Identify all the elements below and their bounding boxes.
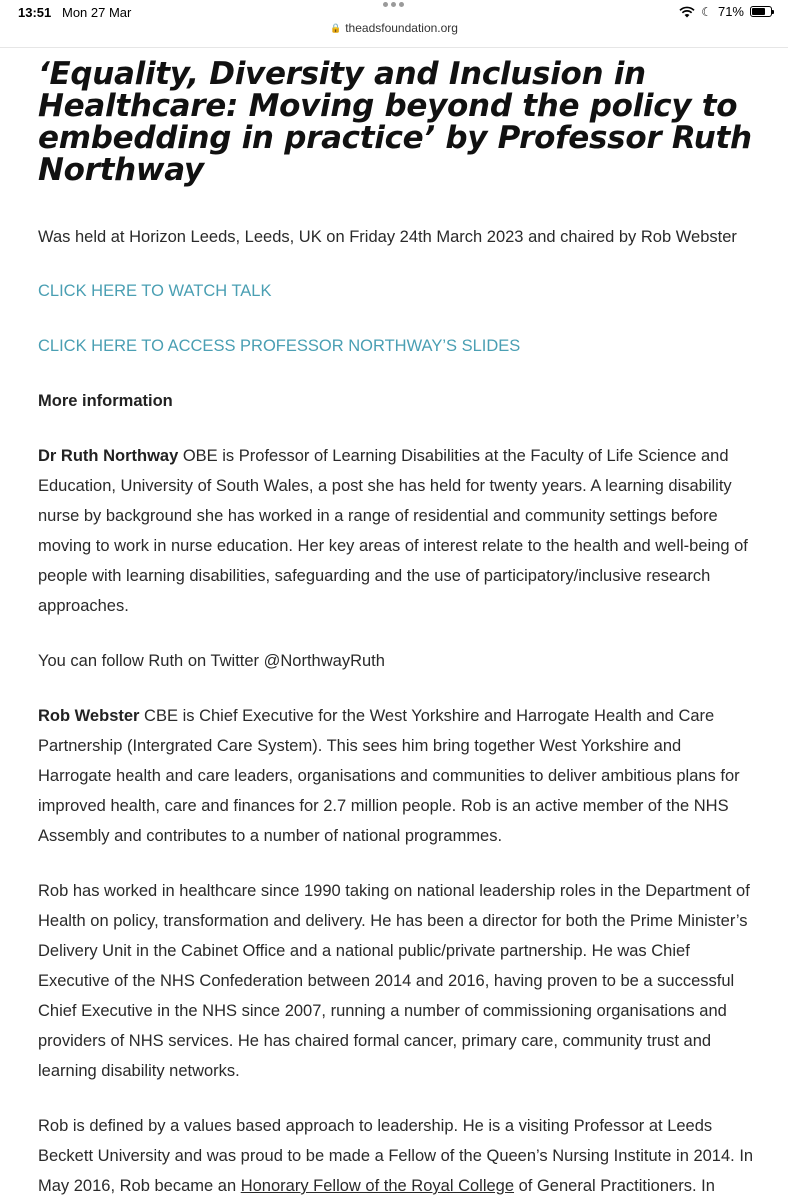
status-indicators [679,4,772,19]
webster-career: Rob has worked in healthcare since 1990 taking on national leadership roles in the Department of Health on policy, transformation and delivery. He has been a director for both the Prime Minister’s Delivery Unit in the Cabinet Office and a national public/private partnership. He was Chief Executive of the NHS Confederation between 2014 and 2016, having proven to be a successful Chief Executive in the NHS since 2007, running a number of commissioning organisations and providers of NHS services. He has chaired formal cancer, primary care, community trust and learning disability networks. [38,882,750,1080]
status-bar [0,0,788,35]
status-date: Mon 27 Mar [62,5,132,20]
battery-percent: 71% [717,4,744,19]
webster-values [38,1111,758,1201]
more-information-heading: More information [38,392,173,410]
webster-bio-text: CBE is Chief Executive for the West Yorkshire and Harrogate Health and Care Partnership (Intergrated Care System). This sees him bring together West Yorkshire and Harrogate health and care leaders, organisations and communities to deliver ambitious plans for improved health, care and finances for 2.7 million people. Rob is an active member of the NHS Assembly and contributes to a number of national programmes. [38,707,740,845]
webster-bio [38,701,758,851]
event-details: Was held at Horizon Leeds, Leeds, UK on Friday 24th March 2023 and chaired by Rob Webster [38,228,737,246]
chrome-divider [0,47,788,48]
status-time: 13:51 [18,5,52,20]
page-title: ‘Equality, Diversity and Inclusion in Healthcare: Moving beyond the policy to embedding in practice’ by Professor Ruth Northway [38,56,752,188]
url-text: theadsfoundation.org [345,21,458,35]
webster-values-end: of General Practitioners. In [514,1177,715,1195]
northway-bio-text: OBE is Professor of Learning Disabilities at the Faculty of Life Science and Education, University of South Wales, a post she has held for twenty years. A learning disability nurse by background she has worked in a range of residential and community settings before moving to work in nurse education. Her key areas of interest relate to the health and well-being of people with learning disabilities, safeguarding and the use of participatory/inclusive research approaches. [38,447,748,615]
rcgp-fellow-link[interactable]: Honorary Fellow of the Royal College [240,1177,515,1195]
lock-icon: 🔒 [330,23,342,33]
battery-fill [752,8,765,15]
slides-link[interactable]: CLICK HERE TO ACCESS PROFESSOR NORTHWAY’S SLIDES [38,337,521,355]
northway-bio [38,441,758,621]
wifi-icon [679,6,695,18]
multitasking-dots-icon[interactable] [383,2,404,7]
battery-icon [750,6,772,17]
moon-icon: ☾ [701,4,712,19]
article-content [38,58,758,1201]
webster-values-start: Rob is defined by a values based approach to leadership. He is a visiting Professor at Leeds Beckett University and was proud to be made a Fellow of the Queen’s Nursing Institute in 2014. In May 2016, Rob became an [38,1117,754,1195]
webster-name: Rob Webster [38,707,140,725]
twitter-line: You can follow Ruth on Twitter @NorthwayRuth [38,652,385,670]
watch-talk-link[interactable]: CLICK HERE TO WATCH TALK [38,282,272,300]
northway-name: Dr Ruth Northway [38,447,179,465]
url-bar[interactable] [0,21,788,35]
